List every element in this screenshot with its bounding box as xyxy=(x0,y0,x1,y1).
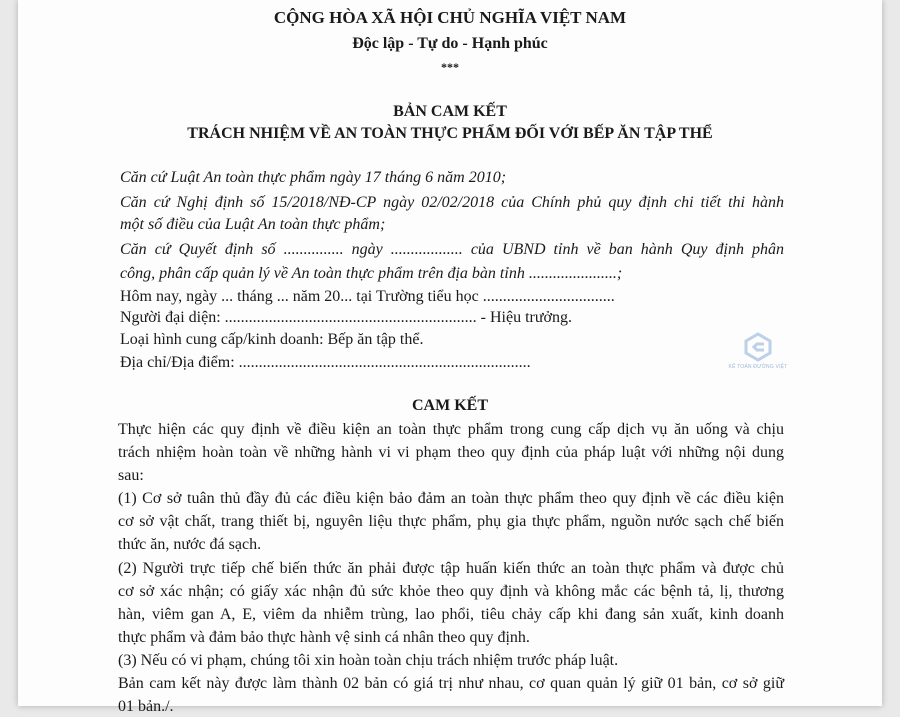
commit-line: 01 bản./. xyxy=(118,698,174,715)
document-subtitle: TRÁCH NHIỆM VỀ AN TOÀN THỰC PHẨM ĐỐI VỚI BẾP ĂN TẬP THỂ xyxy=(187,125,713,142)
commit-line: sau: xyxy=(118,467,144,484)
commit-line: (3) Nếu có vi phạm, chúng tôi xin hoàn toàn chịu trách nhiệm trước pháp luật. xyxy=(118,652,619,669)
commit-line: Bản cam kết này được làm thành 02 bản có giá trị như nhau, cơ quan quản lý giữ 01 bản, cơ sở giữ xyxy=(118,675,784,692)
commit-line: trách nhiệm hoàn toàn về những hành vi vi phạm theo quy định của pháp luật với những nội dung xyxy=(118,444,784,461)
commit-heading: CAM KẾT xyxy=(412,397,488,414)
basis-line: Căn cứ Nghị định số 15/2018/NĐ-CP ngày 02/02/2018 của Chính phủ quy định chi tiết thi hành xyxy=(120,194,784,211)
commit-line: Thực hiện các quy định về điều kiện an toàn thực phẩm trong cung cấp dịch vụ ăn uống và chịu xyxy=(118,421,784,438)
commit-line: (2) Người trực tiếp chế biến thức ăn phải được tập huấn kiến thức an toàn thực phẩm và được chủ xyxy=(118,560,784,577)
national-title: CỘNG HÒA XÃ HỘI CHỦ NGHĨA VIỆT NAM xyxy=(273,8,627,27)
document-page xyxy=(18,0,882,715)
commit-line: thực phẩm và đảm bảo thực hành vệ sinh cá nhân theo quy định. xyxy=(118,629,530,646)
commit-line: hàn, viêm gan A, E, viêm da nhiễm trùng, lao phổi, tiêu chảy cấp khi đang sản xuất, kinh doanh xyxy=(118,606,784,623)
document-title: BẢN CAM KẾT xyxy=(393,103,507,120)
motto-stars: *** xyxy=(441,60,459,74)
commit-line: cơ sở vật chất, trang thiết bị, nguyên liệu thực phẩm, phụ gia thực phẩm, nguồn nước sạch chế biến xyxy=(118,513,784,530)
info-line: Địa chỉ/Địa điểm: ......................................................................... xyxy=(120,354,531,371)
basis-line: công, phân cấp quản lý về An toàn thực phẩm trên địa bàn tỉnh ......................; xyxy=(120,265,623,282)
basis-line: Căn cứ Luật An toàn thực phẩm ngày 17 tháng 6 năm 2010; xyxy=(120,169,507,186)
basis-line: một số điều của Luật An toàn thực phẩm; xyxy=(120,216,386,233)
watermark-logo xyxy=(726,330,790,378)
info-line: Hôm nay, ngày ... tháng ... năm 20... tại Trường tiểu học ................................. xyxy=(120,288,615,305)
watermark-text: KẾ TOÁN ĐƯỜNG VIỆT xyxy=(728,364,788,370)
commit-line: (1) Cơ sở tuân thủ đầy đủ các điều kiện bảo đảm an toàn thực phẩm theo quy định về các điều kiện xyxy=(118,490,784,507)
logo-icon xyxy=(726,330,790,364)
commit-line: thức ăn, nước đá sạch. xyxy=(118,536,262,553)
commit-line: cơ sở xác nhận; có giấy xác nhận đủ sức khỏe theo quy định và không mắc các bệnh tả, lị, thương xyxy=(118,583,784,600)
info-line: Loại hình cung cấp/kinh doanh: Bếp ăn tập thể. xyxy=(120,331,424,348)
national-motto: Độc lập - Tự do - Hạnh phúc xyxy=(352,35,548,52)
basis-line: Căn cứ Quyết định số ............... ngày .................. của UBND tỉnh về ban hành Quy định phân xyxy=(120,241,784,258)
info-line: Người đại diện: ............................................................... - Hiệu trưởng. xyxy=(120,309,573,326)
